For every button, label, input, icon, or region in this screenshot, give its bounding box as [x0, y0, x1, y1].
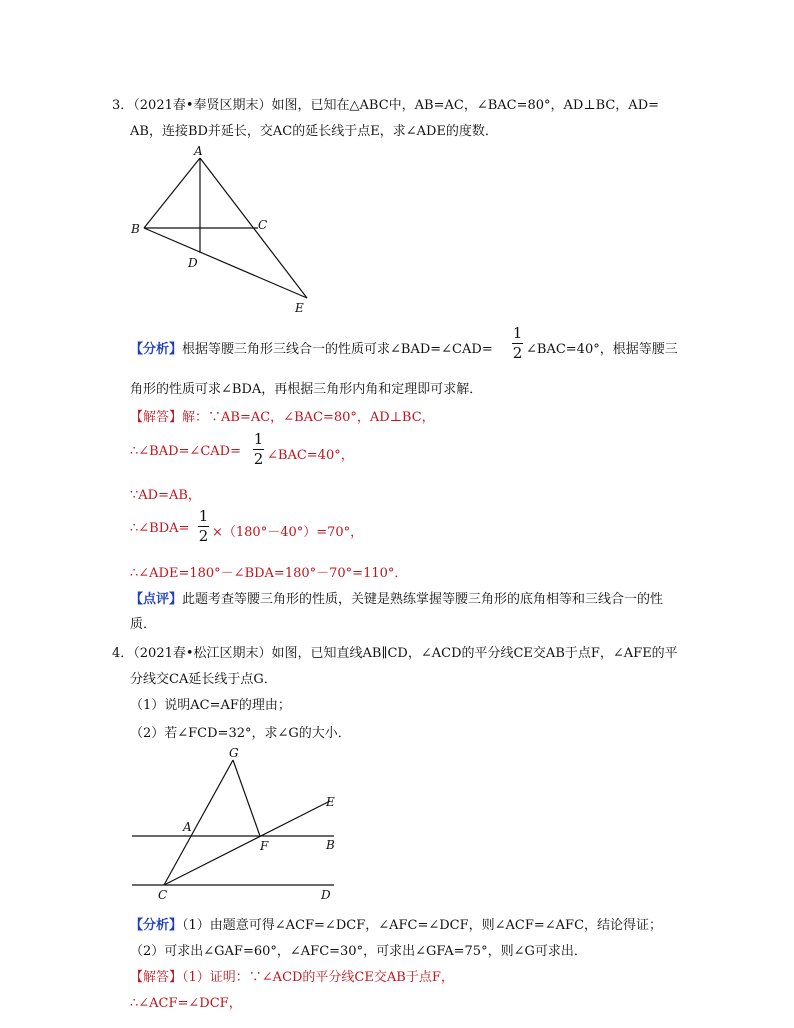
p3-analysis-fraction [512, 325, 523, 362]
p3-analysis-text-b: ∠BAC=40°，根据等腰三 [526, 342, 678, 357]
analysis-text: （1）由题意可得∠ACF=∠DCF，∠AFC=∠DCF，则∠ACF=∠AFC，结论得证； [182, 918, 663, 933]
label-e: E [295, 301, 304, 315]
label-c: C [258, 218, 268, 232]
label-c: C [158, 888, 168, 902]
fraction-denominator: 2 [512, 344, 523, 362]
line-cg [164, 760, 233, 885]
p3-answer-line2a: ∴∠BAD=∠CAD= [130, 444, 241, 459]
comment-tag: 【点评】 [130, 592, 183, 607]
analysis-tag: 【分析】 [130, 342, 183, 357]
p3-analysis-line2: 角形的性质可求∠BDA，再根据三角形内角和定理即可求解． [130, 382, 483, 397]
line-ce [164, 801, 330, 885]
parallel-lines-figure [120, 742, 350, 904]
segment-gf [233, 760, 260, 836]
label-e: E [326, 795, 335, 809]
p3-answer-fraction-1 [253, 431, 264, 468]
answer-tag: 【解答】 [130, 970, 183, 985]
p3-answer-line2b: ∠BAC=40°， [267, 448, 354, 463]
triangle-abc-figure [120, 140, 330, 320]
analysis-text-a: 根据等腰三角形三线合一的性质可求∠BAD=∠CAD= [182, 342, 493, 357]
p3-answer-line3: ∵AD=AB， [130, 488, 201, 503]
fraction-numerator: 1 [512, 324, 523, 342]
problem-4-statement-line1: 4．（2021春•松江区期末）如图，已知直线AB∥CD，∠ACD的平分线CE交AB于点F，∠AFE的平 [112, 646, 678, 661]
problem-4-question-2: （2）若∠FCD=32°，求∠G的大小． [130, 726, 351, 741]
p3-answer-fraction-2 [198, 508, 209, 545]
p3-answer-line1 [130, 406, 435, 425]
label-b: B [131, 222, 140, 236]
label-d: D [188, 256, 198, 270]
fraction-denominator: 2 [198, 527, 209, 545]
answer-text: 解：∵AB=AC，∠BAC=80°，AD⊥BC， [182, 410, 435, 425]
label-b: B [326, 838, 335, 852]
problem-3-statement-line2: AB，连接BD并延长，交AC的延长线于点E，求∠ADE的度数． [130, 124, 498, 139]
p4-answer-line2: ∴∠ACF=∠DCF， [130, 996, 242, 1011]
answer-tag: 【解答】 [130, 410, 183, 425]
segment-be [144, 228, 307, 298]
p4-answer-line1 [130, 966, 454, 985]
fraction-numerator: 1 [198, 507, 209, 525]
p3-analysis-line1 [130, 338, 493, 357]
p3-answer-line5: ∴∠ADE=180°－∠BDA=180°－70°=110°． [130, 566, 408, 581]
p4-analysis-line1 [130, 914, 662, 933]
problem-4-statement-line2: 分线交CA延长线于点G． [130, 672, 277, 687]
p3-comment-line2: 质． [130, 617, 157, 632]
label-g: G [229, 746, 239, 760]
problem-3-statement-line1: 3．（2021春•奉贤区期末）如图，已知在△ABC中，AB=AC，∠BAC=80°，AD⊥BC，AD= [112, 98, 660, 113]
p3-comment-line1 [130, 588, 663, 607]
label-d: D [321, 888, 331, 902]
p3-answer-line4a: ∴∠BDA= [130, 521, 190, 536]
segment-ab [144, 158, 200, 228]
label-a: A [183, 820, 192, 834]
p3-answer-line4b: ×（180°－40°）=70°， [212, 525, 364, 540]
comment-text: 此题考查等腰三角形的性质，关键是熟练掌握等腰三角形的底角相等和三线合一的性 [182, 592, 664, 607]
answer-text: （1）证明：∵∠ACD的平分线CE交AB于点F， [182, 970, 454, 985]
fraction-numerator: 1 [253, 430, 264, 448]
fraction-denominator: 2 [253, 450, 264, 468]
problem-4-question-1: （1）说明AC=AF的理由； [130, 698, 291, 713]
p4-analysis-line2: （2）可求出∠GAF=60°，∠AFC=30°，可求出∠GFA=75°，则∠G可求出． [130, 944, 587, 959]
label-a: A [194, 144, 203, 158]
analysis-tag: 【分析】 [130, 918, 183, 933]
label-f: F [260, 839, 269, 853]
